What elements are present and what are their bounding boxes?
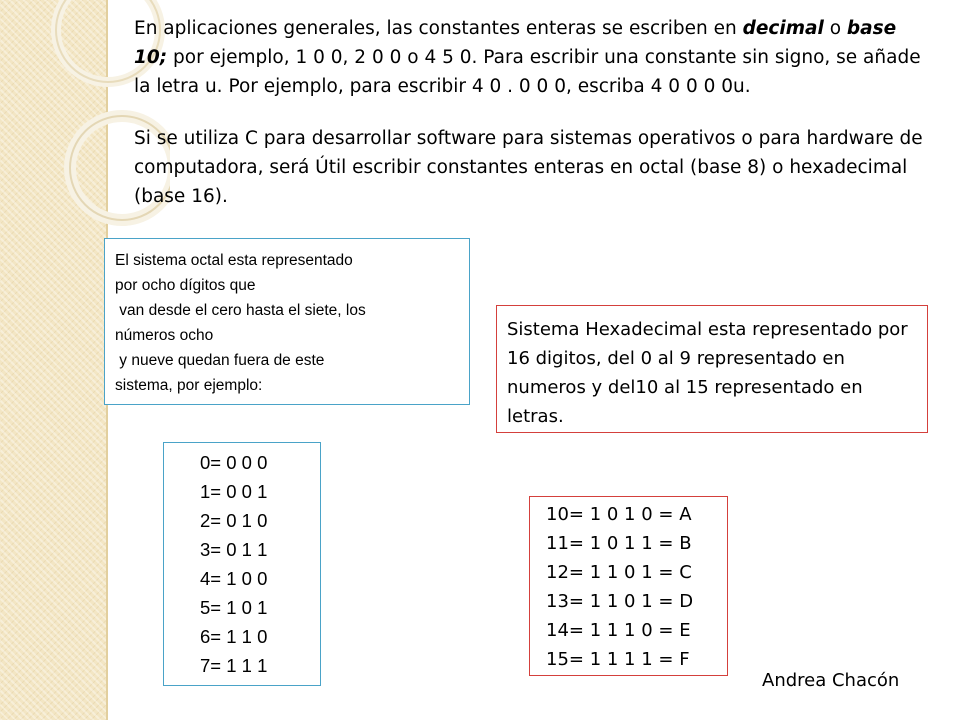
intro-text	[134, 14, 934, 211]
octal-row: 4= 1 0 0	[200, 568, 268, 589]
hex-row: 14= 1 1 1 0 = E	[546, 620, 691, 641]
emphasis-base10: base 10;	[134, 18, 897, 68]
hex-values-table	[529, 496, 728, 676]
author-name: Andrea Chacón	[762, 670, 900, 691]
octal-values-table	[163, 442, 321, 686]
hex-description-text: Sistema Hexadecimal esta representado por 16 digitos, del 0 al 9 representado en numeros y del10 al 15 representado en letras.	[507, 319, 908, 427]
hex-row: 11= 1 0 1 1 = B	[546, 533, 692, 554]
octal-description-line: El sistema octal esta representado	[115, 252, 353, 269]
octal-description-box	[104, 238, 470, 405]
octal-row: 3= 0 1 1	[200, 539, 268, 560]
hex-row: 15= 1 1 1 1 = F	[546, 649, 690, 670]
intro-paragraph-1: En aplicaciones generales, las constantes enteras se escriben en decimal o base 10; por ejemplo, 1 0 0, 2 0 0 o 4 5 0. Para escribir una constante sin signo, se añade la letra u. Por ejemplo, para escribir 4 0 . 0 0 0, escriba 4 0 0 0 0u.	[134, 18, 921, 97]
octal-row: 1= 0 0 1	[200, 481, 268, 502]
intro-paragraph-2: Si se utiliza C para desarrollar software para sistemas operativos o para hardware de computadora, será Útil escribir constantes enteras en octal (base 8) o hexadecimal (base 16).	[134, 128, 923, 207]
hex-description-box	[496, 305, 928, 433]
octal-row: 7= 1 1 1	[200, 655, 268, 676]
hex-row: 12= 1 1 0 1 = C	[546, 562, 692, 583]
hex-row: 13= 1 1 0 1 = D	[546, 591, 694, 612]
octal-row: 2= 0 1 0	[200, 510, 268, 531]
octal-description-line: sistema, por ejemplo:	[115, 377, 263, 394]
emphasis-decimal: decimal	[742, 18, 824, 39]
hex-row: 10= 1 0 1 0 = A	[546, 504, 692, 525]
octal-description-line: van desde el cero hasta el siete, los	[115, 302, 366, 319]
octal-row: 6= 1 1 0	[200, 626, 268, 647]
octal-description-line: números ocho	[115, 327, 214, 344]
octal-row: 5= 1 0 1	[200, 597, 268, 618]
octal-description-line: por ocho dígitos que	[115, 277, 256, 294]
octal-row: 0= 0 0 0	[200, 452, 268, 473]
octal-description-line: y nueve quedan fuera de este	[115, 352, 325, 369]
